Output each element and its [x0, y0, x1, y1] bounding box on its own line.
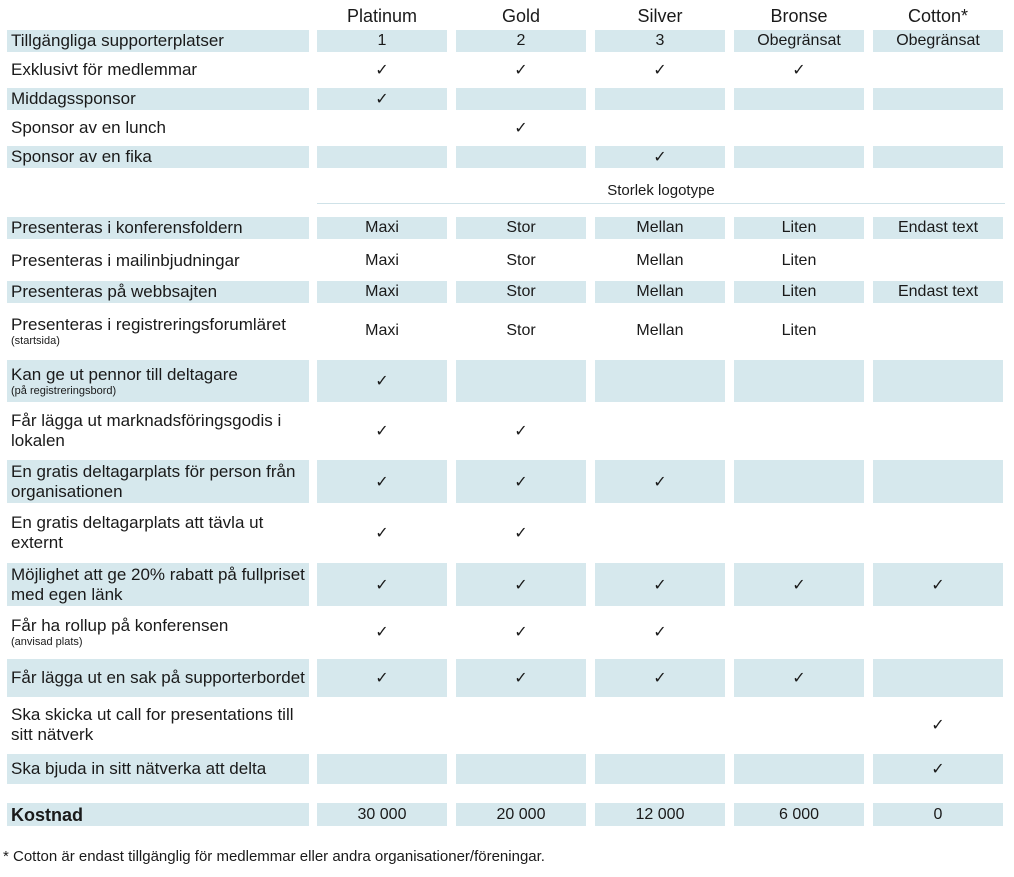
check-icon: ✓	[514, 120, 528, 137]
row-label-text: Presenteras i mailinbjudningar	[11, 251, 240, 270]
cell-value: Liten	[781, 219, 817, 236]
table-row	[0, 30, 1014, 52]
column-header-2: Gold	[501, 6, 541, 26]
table-cell	[595, 360, 725, 402]
check-icon-cell	[595, 563, 725, 606]
table-cell	[734, 30, 864, 52]
row-label-text: Presenteras i registreringsforumläret	[11, 314, 286, 334]
table-cell	[456, 146, 586, 168]
check-icon-cell	[317, 360, 447, 402]
check-icon-cell	[317, 59, 447, 81]
table-cell	[317, 705, 447, 745]
footnote: * Cotton är endast tillgänglig för medlemmar eller andra organisationer/föreningar.	[3, 848, 545, 865]
table-cell	[317, 30, 447, 52]
row-label-text: Möjlighet att ge 20% rabatt på fullpriset med egen länk	[11, 564, 305, 604]
table-row	[0, 460, 1014, 503]
table-cell	[734, 460, 864, 503]
row-label-text: Ska skicka ut call for presentations till sitt nätverk	[11, 705, 294, 744]
table-cell	[734, 754, 864, 784]
table-cell	[456, 248, 586, 274]
check-icon-cell	[456, 460, 586, 503]
table-cell	[873, 217, 1003, 239]
table-cell	[317, 146, 447, 168]
table-cell	[456, 281, 586, 303]
check-icon: ✓	[375, 473, 389, 491]
table-cell	[873, 511, 1003, 555]
row-label	[7, 217, 309, 239]
row-label	[7, 30, 309, 52]
cell-value: Liten	[781, 283, 817, 300]
row-sublabel: (startsida)	[11, 334, 60, 347]
cost-value: 20 000	[456, 803, 586, 826]
cost-value: 30 000	[317, 803, 447, 826]
cell-value: Liten	[781, 322, 817, 339]
cell-value: 1	[377, 32, 387, 49]
table-cell	[595, 117, 725, 139]
check-icon-cell	[595, 59, 725, 81]
check-icon: ✓	[514, 525, 528, 542]
row-label-text: Ska bjuda in sitt nätverka att delta	[11, 759, 267, 778]
cell-value: 2	[516, 32, 526, 49]
row-label-text: Exklusivt för medlemmar	[11, 60, 198, 79]
table-cell	[873, 460, 1003, 503]
check-icon: ✓	[931, 761, 945, 778]
check-icon: ✓	[375, 525, 389, 542]
table-row	[0, 360, 1014, 402]
row-label	[7, 281, 309, 303]
table-cell	[595, 409, 725, 453]
row-label-text: Sponsor av en fika	[11, 147, 152, 166]
check-icon: ✓	[792, 576, 806, 594]
row-label	[7, 613, 309, 651]
table-cell	[734, 88, 864, 110]
cell-value: Stor	[506, 322, 536, 339]
check-icon-cell	[456, 117, 586, 139]
table-cell	[734, 217, 864, 239]
table-cell	[595, 754, 725, 784]
cost-value: 12 000	[595, 803, 725, 826]
table-cell	[873, 613, 1003, 651]
table-cell	[595, 309, 725, 353]
check-icon-cell	[873, 754, 1003, 784]
cell-value: Stor	[506, 219, 536, 236]
column-header-1: Platinum	[346, 6, 418, 26]
table-cell	[734, 146, 864, 168]
check-icon: ✓	[792, 670, 806, 687]
cell-value: Liten	[781, 252, 817, 269]
table-cell	[873, 360, 1003, 402]
table-cell	[456, 30, 586, 52]
table-cell	[873, 117, 1003, 139]
row-label-text: Middagssponsor	[11, 89, 136, 108]
table-cell	[595, 88, 725, 110]
check-icon: ✓	[375, 576, 389, 594]
check-icon-cell	[595, 659, 725, 697]
check-icon-cell	[456, 563, 586, 606]
table-cell	[456, 217, 586, 239]
table-row	[0, 117, 1014, 139]
check-icon: ✓	[514, 670, 528, 687]
check-icon: ✓	[653, 576, 667, 594]
cell-value: 3	[655, 32, 665, 49]
column-header-4: Bronse	[770, 6, 828, 26]
table-cell	[595, 30, 725, 52]
table-row	[0, 217, 1014, 239]
table-cell	[873, 30, 1003, 52]
check-icon: ✓	[375, 373, 389, 390]
check-icon: ✓	[931, 576, 945, 594]
row-label-text: En gratis deltagarplats att tävla ut externt	[11, 513, 264, 552]
table-cell	[595, 281, 725, 303]
check-icon-cell	[317, 613, 447, 651]
table-cell	[873, 659, 1003, 697]
check-icon: ✓	[653, 62, 667, 79]
table-cell	[456, 309, 586, 353]
row-label	[7, 705, 309, 745]
cell-value: Mellan	[636, 283, 684, 300]
table-row	[0, 409, 1014, 453]
check-icon-cell	[317, 88, 447, 110]
check-icon: ✓	[375, 423, 389, 440]
cost-value: 0	[873, 803, 1003, 826]
cell-value: Stor	[506, 252, 536, 269]
check-icon: ✓	[375, 624, 389, 641]
check-icon: ✓	[375, 91, 389, 108]
cell-value: Mellan	[636, 252, 684, 269]
check-icon: ✓	[514, 62, 528, 79]
column-header-5: Cotton*	[907, 6, 969, 26]
cell-value: Obegränsat	[896, 32, 980, 49]
check-icon: ✓	[653, 624, 667, 641]
table-cell	[734, 705, 864, 745]
table-row	[0, 613, 1014, 651]
table-cell	[595, 248, 725, 274]
table-cell	[317, 309, 447, 353]
check-icon: ✓	[653, 473, 667, 491]
table-cell	[317, 754, 447, 784]
table-row	[0, 146, 1014, 168]
cell-value: Endast text	[897, 219, 979, 236]
row-label	[7, 659, 309, 697]
check-icon-cell	[456, 613, 586, 651]
table-row	[0, 754, 1014, 784]
check-icon: ✓	[931, 717, 945, 734]
table-cell	[317, 217, 447, 239]
table-cell	[873, 146, 1003, 168]
row-label	[7, 309, 309, 353]
row-label-text: Tillgängliga supporterplatser	[11, 31, 224, 50]
check-icon: ✓	[792, 62, 806, 79]
table-cell	[734, 613, 864, 651]
check-icon: ✓	[514, 576, 528, 594]
check-icon-cell	[456, 409, 586, 453]
check-icon-cell	[734, 659, 864, 697]
cell-value: Maxi	[365, 322, 399, 339]
table-cell	[456, 360, 586, 402]
table-cell	[873, 88, 1003, 110]
check-icon: ✓	[375, 62, 389, 79]
cell-value: Mellan	[636, 219, 684, 236]
table-cell	[456, 88, 586, 110]
check-icon-cell	[317, 563, 447, 606]
check-icon-cell	[873, 563, 1003, 606]
cell-value: Obegränsat	[757, 32, 841, 49]
table-row	[0, 309, 1014, 353]
table-row	[0, 281, 1014, 303]
check-icon: ✓	[653, 149, 667, 166]
table-cell	[734, 409, 864, 453]
cost-value: 6 000	[734, 803, 864, 826]
check-icon: ✓	[514, 423, 528, 440]
check-icon-cell	[456, 659, 586, 697]
row-label-text: Sponsor av en lunch	[11, 118, 166, 137]
row-label	[7, 59, 309, 81]
table-row	[0, 248, 1014, 274]
row-sublabel: (anvisad plats)	[11, 635, 83, 648]
row-label	[7, 511, 309, 555]
row-label	[7, 563, 309, 606]
table-row	[0, 563, 1014, 606]
row-label	[7, 409, 309, 453]
check-icon-cell	[595, 460, 725, 503]
row-label	[7, 460, 309, 503]
table-cell	[317, 117, 447, 139]
check-icon: ✓	[653, 670, 667, 687]
row-label-text: En gratis deltagarplats för person från organisationen	[11, 461, 296, 501]
table-row	[0, 705, 1014, 745]
table-cell	[873, 59, 1003, 81]
check-icon: ✓	[375, 670, 389, 687]
row-label-text: Presenteras i konferensfoldern	[11, 218, 243, 237]
table-cell	[595, 217, 725, 239]
table-cell	[734, 248, 864, 274]
cell-value: Maxi	[365, 252, 399, 269]
cost-row	[0, 803, 1014, 826]
table-cell	[595, 511, 725, 555]
cell-value: Maxi	[365, 283, 399, 300]
table-cell	[734, 360, 864, 402]
row-label	[7, 146, 309, 168]
section-label: Storlek logotype	[317, 180, 1005, 204]
check-icon-cell	[595, 146, 725, 168]
check-icon-cell	[317, 460, 447, 503]
check-icon-cell	[317, 409, 447, 453]
check-icon-cell	[456, 59, 586, 81]
table-cell	[734, 511, 864, 555]
check-icon: ✓	[514, 473, 528, 491]
check-icon-cell	[734, 563, 864, 606]
table-row	[0, 659, 1014, 697]
check-icon-cell	[456, 511, 586, 555]
table-cell	[734, 117, 864, 139]
table-cell	[456, 754, 586, 784]
check-icon-cell	[873, 705, 1003, 745]
table-row	[0, 88, 1014, 110]
check-icon-cell	[317, 511, 447, 555]
table-cell	[456, 705, 586, 745]
row-label	[7, 117, 309, 139]
table-row	[0, 511, 1014, 555]
row-sublabel: (på registreringsbord)	[11, 384, 117, 397]
check-icon-cell	[734, 59, 864, 81]
column-header-3: Silver	[637, 6, 683, 26]
row-label-text: Kan ge ut pennor till deltagare	[11, 364, 238, 384]
row-label-text: Får lägga ut marknadsföringsgodis i lokalen	[11, 411, 282, 450]
table-cell	[873, 281, 1003, 303]
cell-value: Mellan	[636, 322, 684, 339]
row-label	[7, 754, 309, 784]
row-label	[7, 248, 309, 274]
cell-value: Maxi	[365, 219, 399, 236]
table-cell	[595, 705, 725, 745]
table-cell	[317, 281, 447, 303]
table-row	[0, 59, 1014, 81]
row-label-text: Presenteras på webbsajten	[11, 282, 218, 301]
check-icon-cell	[317, 659, 447, 697]
row-label-text: Får lägga ut en sak på supporterbordet	[11, 668, 305, 687]
check-icon: ✓	[514, 624, 528, 641]
table-cell	[317, 248, 447, 274]
table-cell	[873, 309, 1003, 353]
check-icon-cell	[595, 613, 725, 651]
table-cell	[734, 281, 864, 303]
row-label-text: Får ha rollup på konferensen	[11, 615, 229, 635]
cell-value: Stor	[506, 283, 536, 300]
row-label	[7, 360, 309, 402]
cell-value: Endast text	[897, 283, 979, 300]
row-label	[7, 88, 309, 110]
table-cell	[873, 409, 1003, 453]
cost-label: Kostnad	[7, 803, 309, 826]
table-cell	[873, 248, 1003, 274]
table-cell	[734, 309, 864, 353]
